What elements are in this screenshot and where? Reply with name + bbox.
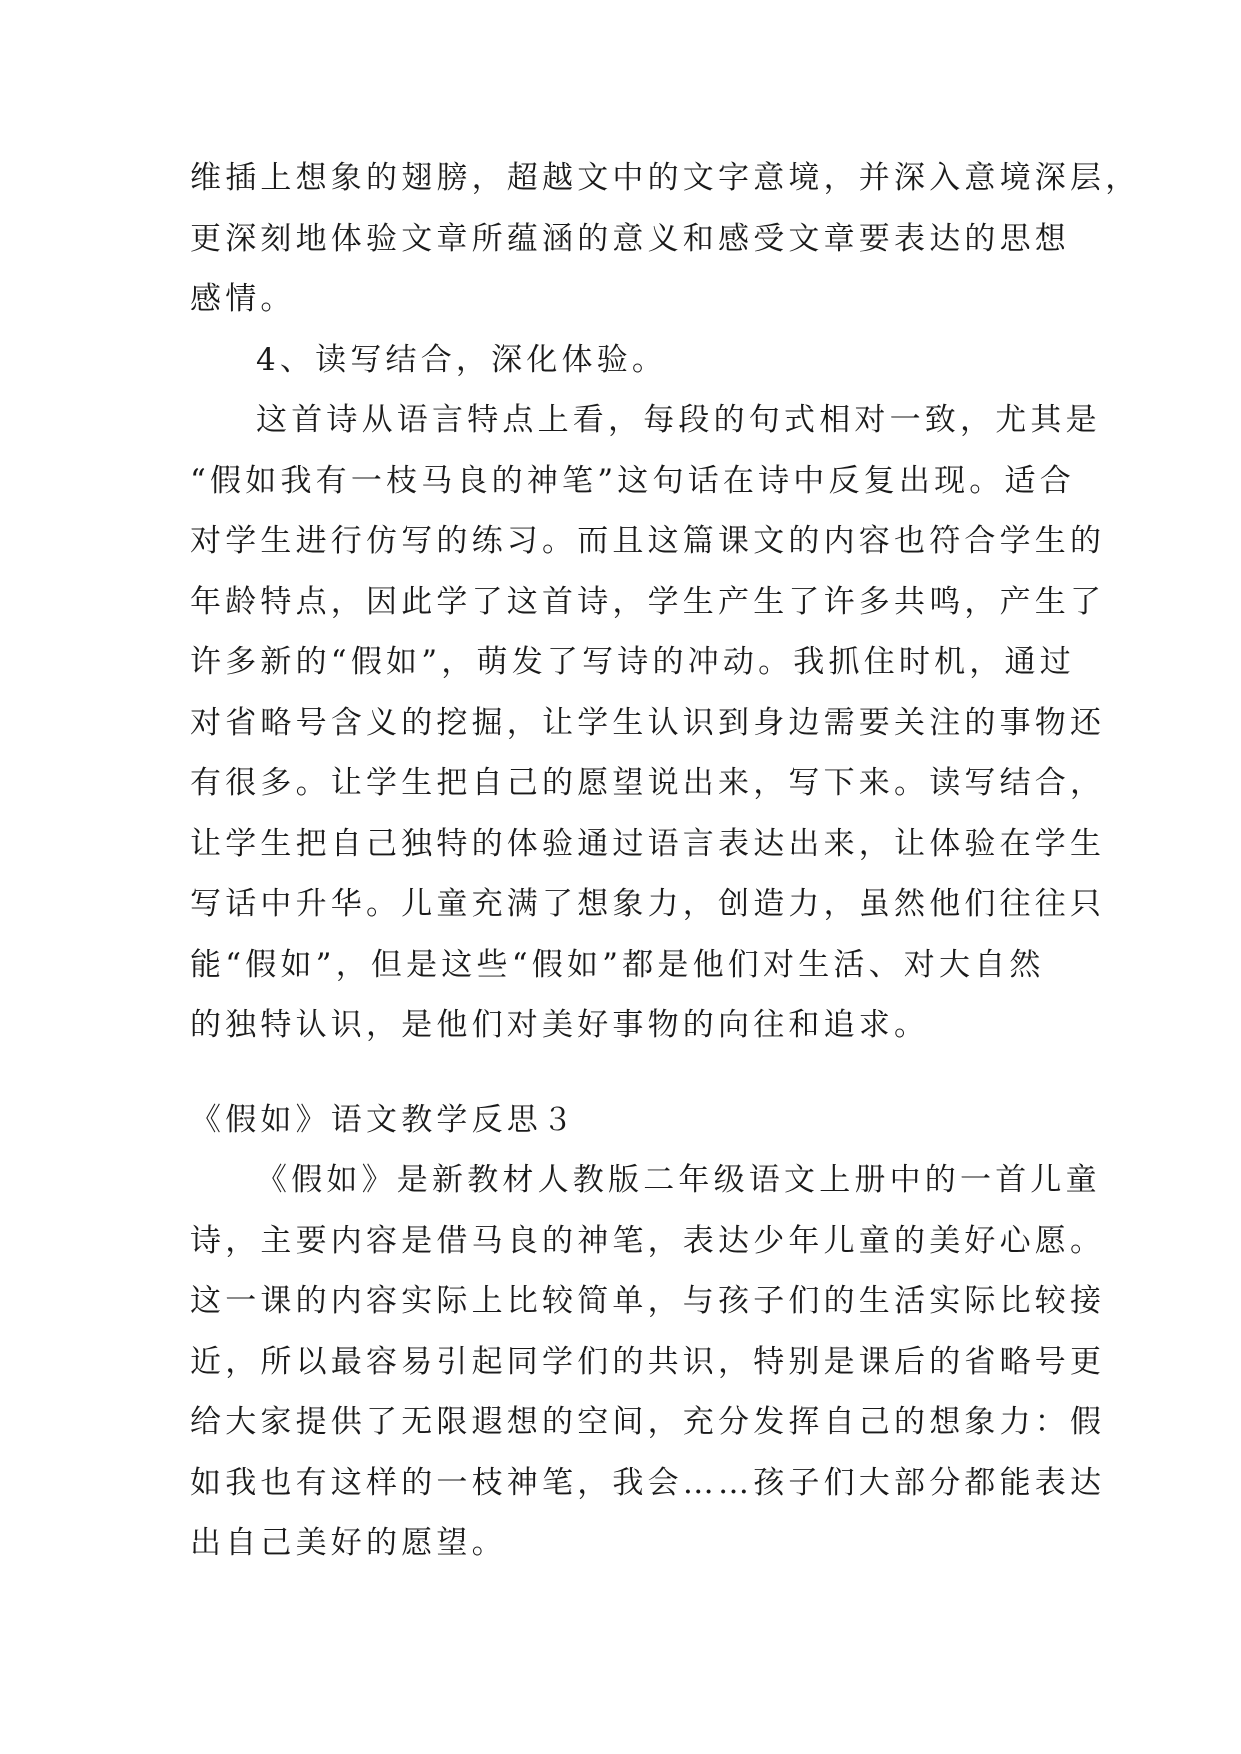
text-line: 更深刻地体验文章所蕴涵的意义和感受文章要表达的思想	[190, 220, 1070, 257]
text-line: 给大家提供了无限遐想的空间，充分发挥自己的想象力：假	[190, 1404, 1106, 1440]
text-line: 出自己美好的愿望。	[190, 1525, 507, 1561]
text-line: 这首诗从语言特点上看，每段的句式相对一致，尤其是	[256, 402, 1101, 438]
text-line: 许多新的“假如”，萌发了写诗的冲动。我抓住时机，通过	[190, 644, 1075, 680]
text-line: 《假如》是新教材人教版二年级语文上册中的一首儿童	[256, 1162, 1101, 1198]
text-line: 的独特认识，是他们对美好事物的向往和追求。	[190, 1007, 930, 1043]
section-title-text: 《假如》语文教学反思３	[190, 1102, 578, 1138]
text-line: 让学生把自己独特的体验通过语言表达出来，让体验在学生	[190, 825, 1106, 862]
subheading-text: 4、读写结合，深化体验。	[256, 342, 668, 378]
text-line: 年龄特点，因此学了这首诗，学生产生了许多共鸣，产生了	[190, 583, 1106, 620]
section-title	[190, 1090, 1070, 1151]
text-line: 对省略号含义的挖掘，让学生认识到身边需要关注的事物还	[190, 704, 1106, 741]
text-line: 如我也有这样的一枝神笔，我会……孩子们大部分都能表达	[190, 1464, 1106, 1501]
paragraph-reflection-3	[190, 1150, 1106, 1574]
paragraph-continued	[190, 148, 1141, 330]
text-line: 诗，主要内容是借马良的神笔，表达少年儿童的美好心愿。	[190, 1222, 1106, 1259]
text-line: 有很多。让学生把自己的愿望说出来，写下来。读写结合，	[190, 765, 1106, 801]
text-line: 感情。	[190, 281, 296, 317]
text-line: 维插上想象的翅膀，超越文中的文字意境，并深入意境深层，	[190, 160, 1141, 196]
text-line: 能“假如”，但是这些“假如”都是他们对生活、对大自然	[190, 946, 1045, 983]
subheading-4	[190, 330, 1070, 391]
text-line: 近，所以最容易引起同学们的共识，特别是课后的省略号更	[190, 1343, 1106, 1380]
text-line: 这一课的内容实际上比较简单，与孩子们的生活实际比较接	[190, 1283, 1106, 1319]
text-line: “假如我有一枝马良的神笔”这句话在诗中反复出现。适合	[190, 462, 1075, 499]
paragraph-reading-writing	[190, 390, 1106, 1056]
text-line: 写话中升华。儿童充满了想象力，创造力，虽然他们往往只	[190, 886, 1106, 922]
text-line: 对学生进行仿写的练习。而且这篇课文的内容也符合学生的	[190, 523, 1106, 559]
